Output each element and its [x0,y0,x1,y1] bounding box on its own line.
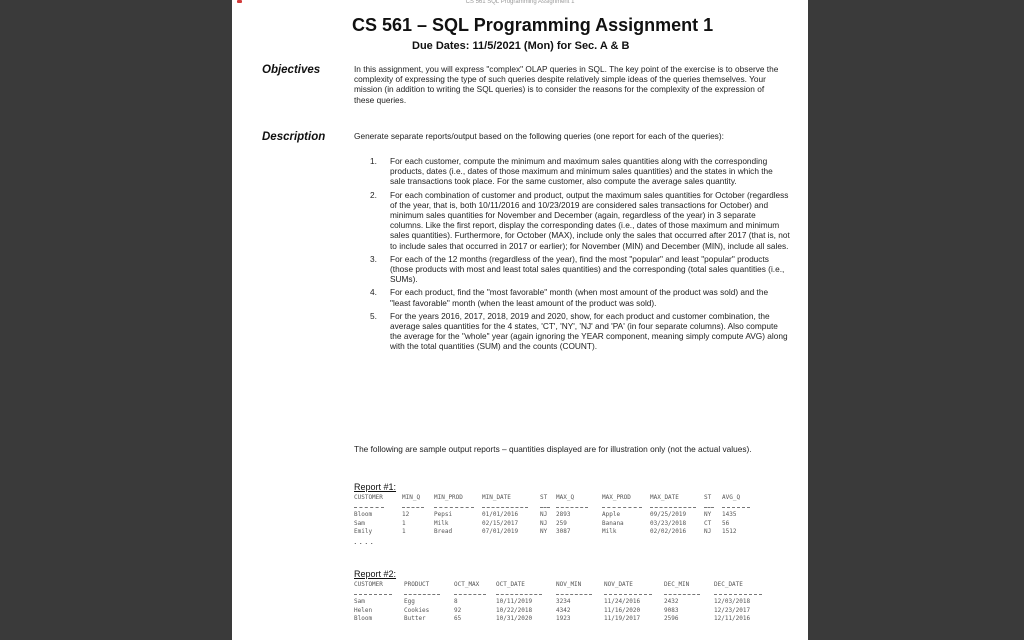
report2-cell: NOV_DATE [604,581,633,588]
report1-row [354,511,784,520]
query-number: 2. [370,189,377,200]
report2-column-rule [604,594,652,595]
query-number: 4. [370,287,377,298]
report1-cell: Sam [354,519,365,527]
document-title: CS 561 – SQL Programming Assignment 1 [352,15,714,35]
report2-column-rule [404,594,440,595]
report1-cell: ST [704,494,712,501]
report2-row [354,607,784,616]
query-text: For each product, find the "most favorable" month (when most amount of the product was sold) and the "least favorable" month (when the least amount of the product was sold). [390,287,769,308]
left-margin [0,0,232,640]
report1-cell: 1 [402,519,406,527]
report1-cell: 09/25/2019 [650,511,687,518]
query-number: 1. [370,156,377,166]
report2-cell: 4342 [556,606,571,614]
query-number: 5. [370,310,377,321]
query-item [354,254,790,285]
report1-cell: 3087 [556,528,571,535]
report2-cell: 3234 [556,598,571,605]
report2-table [354,581,784,624]
query-text: For each customer, compute the minimum and maximum sales quantities along with the corresponding products, dates (i.e., dates of those maximum and minimum sales quantities) and the states in which the sale transactions took place. For the same customer, also compute the average sales quantity. [390,156,773,187]
report2-cell: 92 [454,606,462,614]
page-header-strip: CS 561 SQL Programming Assignment 1 [465,0,575,5]
report2-cell: 2596 [664,615,679,622]
report1-column-rule [602,507,642,508]
report1-cell: 2893 [556,511,571,518]
report1-label: Report #1: [354,482,397,492]
report2-cell: 10/22/2018 [496,606,533,614]
report1-cell: NJ [704,528,712,535]
report2-column-rule [664,594,700,595]
report1-cell: 02/15/2017 [482,519,519,527]
report2-label: Report #2: [354,569,397,579]
report1-cell: 259 [556,519,567,527]
report1-row [354,528,784,537]
report1-rule-row [354,503,784,512]
report2-cell: 9083 [664,606,679,614]
report2-cell: NOV_MIN [556,581,582,588]
report1-cell: ST [540,494,548,501]
report2-cell: 11/19/2017 [604,615,641,622]
report2-cell: Bloom [354,615,373,622]
report1-cell: CUSTOMER [354,494,383,501]
report2-cell: CUSTOMER [354,581,383,588]
query-text: For each combination of customer and product, output the maximum sales quantities for October (regardless of the year, that is, both 10/11/2016 and 10/23/2019 are considered sales transactions for October) and minimum sales quantities for November and December (again, regardless of the year) in 3 separate columns. Like the first report, display the corresponding dates (i.e., dates of those maximum and minimum sales quantities). Furthermore, for October (MAX), include only the sales that occurred after 2017 (that is, not to include sales that occurred in 2017 or earlier); for November (MIN) and December (MIN), include all sales. [390,189,790,251]
report2-cell: OCT_DATE [496,581,525,588]
report1-column-rule [556,507,588,508]
objectives-text: In this assignment, you will express "complex" OLAP queries in SQL. The key point of the exercise is to observe the complexity of expressing the type of such queries despite relatively simple ideas of the queries themselves. Your mission (in addition to writing the SQL queries) is to consider the reasons for the complexity of the expression of these queries. [354,64,779,105]
right-margin [808,0,1024,640]
report1-cell: 02/02/2016 [650,528,687,535]
report2-cell: Sam [354,598,365,605]
report1-column-rule [482,507,528,508]
description-intro: Generate separate reports/output based on the following queries (one report for each of the queries): [354,131,724,141]
report2-rule-row [354,590,784,599]
query-item [354,287,790,307]
report1-cell: MAX_PROD [602,494,631,501]
report2-cell: DEC_DATE [714,581,743,588]
report1-cell: AVG_Q [722,494,741,501]
report2-cell: 11/16/2020 [604,606,641,614]
report1-more-indicator: .... [354,535,377,546]
report1-cell: Bread [434,528,453,535]
report1-header-row [354,494,784,503]
report1-cell: Bloom [354,511,373,518]
report2-cell: OCT_MAX [454,581,480,588]
sample-note: The following are sample output reports – quantities displayed are for illustration only (not the actual values). [354,444,752,454]
report2-cell: 12/23/2017 [714,606,751,614]
report1-cell: NY [704,511,712,518]
report1-cell: 1435 [722,511,737,518]
report2-row [354,598,784,607]
report1-cell: Pepsi [434,511,453,518]
report2-column-rule [454,594,486,595]
report1-cell: MIN_Q [402,494,421,501]
report1-cell: 56 [722,519,730,527]
report1-cell: NY [540,528,548,535]
report1-table [354,494,784,545]
document-page [232,0,808,640]
query-item [354,190,790,251]
report2-cell: PRODUCT [404,581,430,588]
report1-column-rule [402,507,424,508]
report1-cell: MIN_DATE [482,494,511,501]
report1-cell: Banana [602,519,624,527]
report1-cell: Apple [602,511,621,518]
report1-column-rule [650,507,696,508]
report1-column-rule [540,507,550,508]
report1-cell: NJ [540,511,548,518]
report1-column-rule [704,507,714,508]
report1-cell: 12 [402,511,410,518]
query-list [354,156,790,355]
report1-cell: NJ [540,519,548,527]
report1-cell: 01/01/2016 [482,511,519,518]
report2-cell: Cookies [404,606,430,614]
report2-cell: DEC_MIN [664,581,690,588]
report1-cell: MAX_Q [556,494,575,501]
report2-cell: 1923 [556,615,571,622]
report1-cell: Milk [602,528,617,535]
report2-cell: 12/03/2018 [714,598,751,605]
report1-cell: CT [704,519,712,527]
report2-column-rule [556,594,592,595]
report2-header-row [354,581,784,590]
query-text: For the years 2016, 2017, 2018, 2019 and 2020, show, for each product and customer combination, the average sales quantities for the 4 states, 'CT', 'NY', 'NJ' and 'PA' (in four separate columns). Also compute the average for the "whole" year (again ignoring the YEAR component, meaning simply compute AVG) along with the total quantities (SUM) and the counts (COUNT). [390,310,788,352]
report1-column-rule [722,507,750,508]
report1-cell: MIN_PROD [434,494,463,501]
report2-cell: 8 [454,598,458,605]
report2-cell: 11/24/2016 [604,598,641,605]
description-label: Description [262,131,326,143]
query-item [354,311,790,352]
report2-cell: Egg [404,598,415,605]
report2-column-rule [496,594,542,595]
report2-cell: 10/31/2020 [496,615,533,622]
query-item [354,156,790,187]
report2-cell: Butter [404,615,426,622]
report2-row [354,615,784,624]
report1-cell: 1512 [722,528,737,535]
report1-cell: MAX_DATE [650,494,679,501]
report2-cell: Helen [354,606,373,614]
report2-cell: 10/11/2019 [496,598,533,605]
report1-cell: 03/23/2018 [650,519,687,527]
report1-column-rule [434,507,474,508]
report2-cell: 12/11/2016 [714,615,751,622]
query-number: 3. [370,253,377,264]
report2-column-rule [714,594,762,595]
due-date: Due Dates: 11/5/2021 (Mon) for Sec. A & B [412,40,630,52]
report1-cell: 07/01/2019 [482,528,519,535]
report1-cell: 1 [402,528,406,535]
report1-cell: Milk [434,519,449,527]
objectives-label: Objectives [262,64,321,76]
report2-cell: 2432 [664,598,679,605]
report1-column-rule [354,507,384,508]
query-text: For each of the 12 months (regardless of the year), find the most "popular" and least "popular" products (those products with most and least total sales quantities) and the corresponding (total sales quantities (i.e., SUMs). [390,253,785,285]
report2-column-rule [354,594,392,595]
report1-cell: Emily [354,528,373,535]
report1-row [354,520,784,529]
report2-cell: 65 [454,615,462,622]
